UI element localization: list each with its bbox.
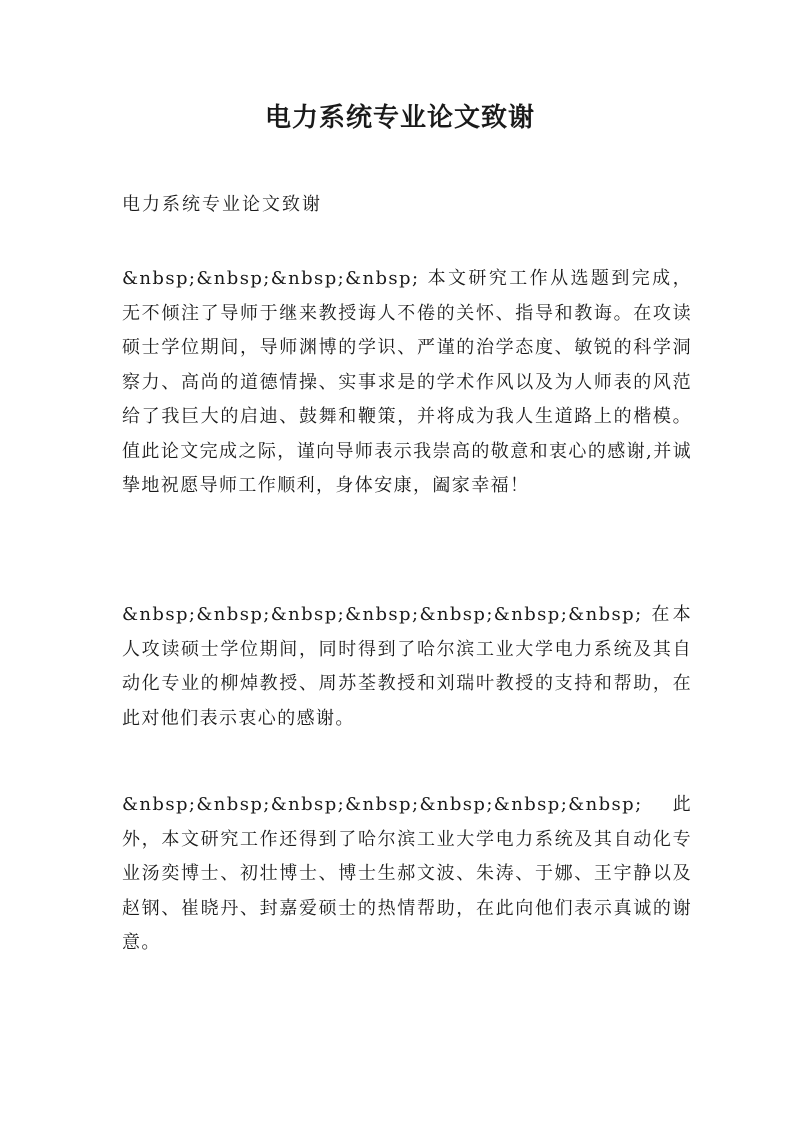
- document-title: 电力系统专业论文致谢: [264, 103, 535, 133]
- document-subtitle: 电力系统专业论文致谢: [122, 194, 322, 215]
- paragraph-advisor-thanks: &nbsp;&nbsp;&nbsp;&nbsp; 本文研究工作从选题到完成，无不倾注了导师于继来教授诲人不倦的关怀、指导和教诲。在攻读硕士学位期间，导师渊博的学识、严谨的治学态度、敏锐的科学洞察力、高尚的道德情操、实事求是的学术作风以及为人师表的风范给了我巨大的启迪、鼓舞和鞭策，并将成为我人生道路上的楷模。值此论文完成之际，谨向导师表示我崇高的敬意和衷心的感谢,并诚挚地祝愿导师工作顺利，身体安康，阖家幸福！: [122, 268, 692, 496]
- paragraph-colleagues-thanks: &nbsp;&nbsp;&nbsp;&nbsp;&nbsp;&nbsp;&nbsp; 此外，本文研究工作还得到了哈尔滨工业大学电力系统及其自动化专业汤奕博士、初壮博士、博士生郝文波、朱涛、于娜、王宇静以及赵钢、崔晓丹、封嘉爱硕士的热情帮助，在此向他们表示真诚的谢意。: [122, 794, 692, 953]
- paragraph-professors-thanks: &nbsp;&nbsp;&nbsp;&nbsp;&nbsp;&nbsp;&nbsp; 在本人攻读硕士学位期间，同时得到了哈尔滨工业大学电力系统及其自动化专业的柳焯教授、周苏荃教授和刘瑞叶教授的支持和帮助，在此对他们表示衷心的感谢。: [122, 604, 692, 729]
